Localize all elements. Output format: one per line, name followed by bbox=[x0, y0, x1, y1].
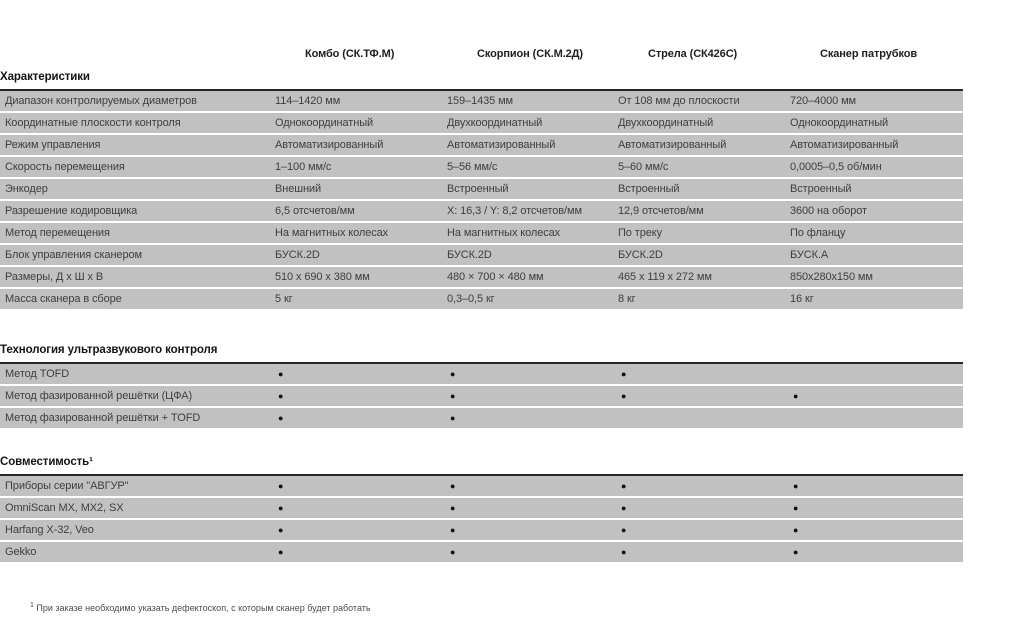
feature-dot: ● bbox=[793, 547, 799, 557]
cell-value: От 108 мм до плоскости bbox=[618, 95, 740, 107]
feature-dot: ● bbox=[278, 369, 284, 379]
feature-dot: ● bbox=[793, 481, 799, 491]
feature-dot: ● bbox=[621, 547, 627, 557]
cell-value: По треку bbox=[618, 227, 662, 239]
footnote bbox=[30, 602, 371, 613]
feature-dot: ● bbox=[278, 525, 284, 535]
feature-dot: ● bbox=[450, 481, 456, 491]
cell-value: 720–4000 мм bbox=[790, 95, 857, 107]
cell-value: Автоматизированный bbox=[790, 139, 899, 151]
row-label: Метод фазированной решётки (ЦФА) bbox=[5, 390, 193, 402]
cell-value: 850x280x150 мм bbox=[790, 271, 873, 283]
feature-dot: ● bbox=[621, 481, 627, 491]
feature-dot: ● bbox=[621, 503, 627, 513]
row-label: Метод перемещения bbox=[5, 227, 110, 239]
cell-value: БУСК.2D bbox=[447, 249, 492, 261]
feature-dot: ● bbox=[621, 369, 627, 379]
table-row bbox=[0, 498, 963, 518]
feature-dot: ● bbox=[278, 503, 284, 513]
table-row bbox=[0, 91, 963, 111]
table-row bbox=[0, 364, 963, 384]
section-title-compatibility: Совместимость¹ bbox=[0, 456, 93, 468]
cell-value: На магнитных колесах bbox=[275, 227, 389, 239]
table-row bbox=[0, 245, 963, 265]
ultrasonic-technology-table bbox=[0, 362, 963, 430]
row-label: Gekko bbox=[5, 546, 37, 558]
cell-value: 0,0005–0,5 об/мин bbox=[790, 161, 882, 173]
table-row bbox=[0, 289, 963, 309]
cell-value: Автоматизированный bbox=[618, 139, 727, 151]
cell-value: На магнитных колесах bbox=[447, 227, 561, 239]
cell-value: БУСК.2D bbox=[275, 249, 320, 261]
row-label: Энкодер bbox=[5, 183, 48, 195]
footnote-text: При заказе необходимо указать дефектоскоп, с которым сканер будет работать bbox=[33, 603, 371, 613]
cell-value: 16 кг bbox=[790, 293, 814, 305]
row-label: Harfang X-32, Veo bbox=[5, 524, 94, 536]
cell-value: Внешний bbox=[275, 183, 322, 195]
table-row bbox=[0, 135, 963, 155]
row-label: Масса сканера в сборе bbox=[5, 293, 122, 305]
cell-value: По фланцу bbox=[790, 227, 846, 239]
table-row bbox=[0, 223, 963, 243]
cell-value: 8 кг bbox=[618, 293, 636, 305]
feature-dot: ● bbox=[278, 481, 284, 491]
cell-value: Встроенный bbox=[618, 183, 680, 195]
cell-value: 0,3–0,5 кг bbox=[447, 293, 495, 305]
row-label: Размеры, Д х Ш х В bbox=[5, 271, 104, 283]
feature-dot: ● bbox=[793, 525, 799, 535]
row-label: Блок управления сканером bbox=[5, 249, 142, 261]
cell-value: Автоматизированный bbox=[447, 139, 556, 151]
table-row bbox=[0, 179, 963, 199]
feature-dot: ● bbox=[450, 391, 456, 401]
feature-dot: ● bbox=[450, 503, 456, 513]
cell-value: 5 кг bbox=[275, 293, 293, 305]
cell-value: Двухкоординатный bbox=[618, 117, 714, 129]
feature-dot: ● bbox=[278, 547, 284, 557]
cell-value: 6,5 отсчетов/мм bbox=[275, 205, 355, 217]
column-header-patrubkov: Сканер патрубков bbox=[820, 48, 917, 60]
cell-value: БУСК.А bbox=[790, 249, 829, 261]
row-label: Координатные плоскости контроля bbox=[5, 117, 181, 129]
feature-dot: ● bbox=[450, 369, 456, 379]
feature-dot: ● bbox=[793, 503, 799, 513]
table-row bbox=[0, 386, 963, 406]
feature-dot: ● bbox=[278, 391, 284, 401]
table-row bbox=[0, 476, 963, 496]
row-label: Метод фазированной решётки + TOFD bbox=[5, 412, 201, 424]
cell-value: 5–56 мм/с bbox=[447, 161, 498, 173]
cell-value: Однокоординатный bbox=[275, 117, 374, 129]
feature-dot: ● bbox=[450, 525, 456, 535]
cell-value: 12,9 отсчетов/мм bbox=[618, 205, 704, 217]
compatibility-table bbox=[0, 474, 963, 564]
cell-value: X: 16,3 / Y: 8,2 отсчетов/мм bbox=[447, 205, 582, 217]
table-row bbox=[0, 520, 963, 540]
column-header-skorpion: Скорпион (СК.М.2Д) bbox=[477, 48, 583, 60]
feature-dot: ● bbox=[621, 391, 627, 401]
table-row bbox=[0, 267, 963, 287]
column-header-kombo: Комбо (СК.ТФ.М) bbox=[305, 48, 395, 60]
table-row bbox=[0, 157, 963, 177]
cell-value: 159–1435 мм bbox=[447, 95, 514, 107]
cell-value: 465 x 119 x 272 мм bbox=[618, 271, 712, 283]
feature-dot: ● bbox=[450, 413, 456, 423]
cell-value: 3600 на оборот bbox=[790, 205, 867, 217]
feature-dot: ● bbox=[621, 525, 627, 535]
footnote-marker: 1 bbox=[30, 602, 34, 609]
row-label: Метод TOFD bbox=[5, 368, 70, 380]
column-header-strela: Стрела (СК426С) bbox=[648, 48, 738, 60]
feature-dot: ● bbox=[793, 391, 799, 401]
feature-dot: ● bbox=[278, 413, 284, 423]
table-row bbox=[0, 113, 963, 133]
cell-value: 510 x 690 x 380 мм bbox=[275, 271, 370, 283]
column-headers bbox=[30, 48, 993, 60]
row-label: Разрешение кодировщика bbox=[5, 205, 138, 217]
cell-value: Встроенный bbox=[447, 183, 509, 195]
cell-value: Встроенный bbox=[790, 183, 852, 195]
row-label: Скорость перемещения bbox=[5, 161, 125, 173]
cell-value: БУСК.2D bbox=[618, 249, 663, 261]
cell-value: Однокоординатный bbox=[790, 117, 889, 129]
cell-value: 5–60 мм/с bbox=[618, 161, 669, 173]
table-row bbox=[0, 542, 963, 562]
section-title-ultrasonic-technology: Технология ультразвукового контроля bbox=[0, 344, 218, 356]
cell-value: 114–1420 мм bbox=[275, 95, 341, 107]
row-label: Приборы серии "АВГУР" bbox=[5, 480, 129, 492]
row-label: Режим управления bbox=[5, 139, 101, 151]
cell-value: Двухкоординатный bbox=[447, 117, 543, 129]
feature-dot: ● bbox=[450, 547, 456, 557]
table-row bbox=[0, 201, 963, 221]
section-title-characteristics: Характеристики bbox=[0, 71, 90, 83]
row-label: Диапазон контролируемых диаметров bbox=[5, 95, 197, 107]
cell-value: 480 × 700 × 480 мм bbox=[447, 271, 544, 283]
characteristics-table bbox=[0, 89, 963, 311]
table-row bbox=[0, 408, 963, 428]
cell-value: 1–100 мм/с bbox=[275, 161, 332, 173]
cell-value: Автоматизированный bbox=[275, 139, 384, 151]
row-label: OmniScan MX, MX2, SX bbox=[5, 502, 124, 514]
